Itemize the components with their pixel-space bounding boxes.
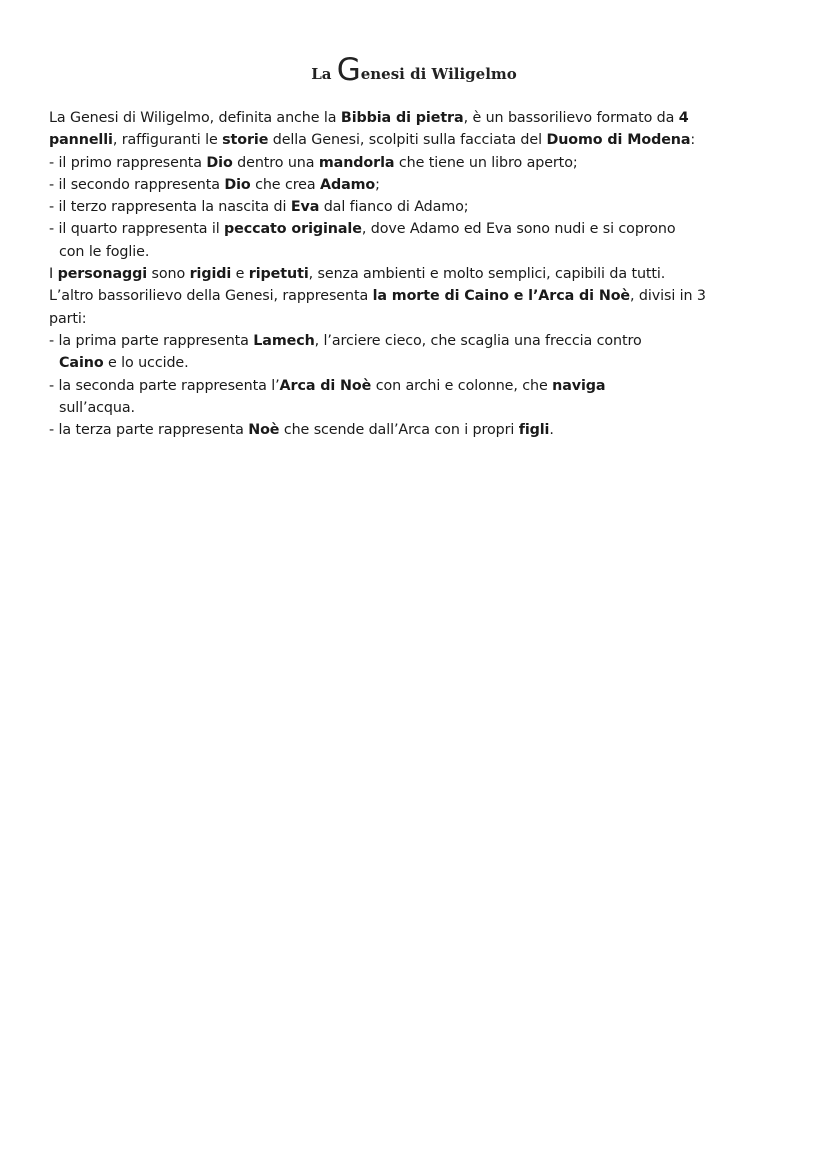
text-segment: - il secondo rappresenta bbox=[49, 176, 225, 193]
body-text bbox=[49, 107, 774, 441]
text-segment: , senza ambienti e molto semplici, capibili da tutti. bbox=[308, 266, 666, 283]
text-segment: - la seconda parte rappresenta l’ bbox=[49, 377, 280, 394]
title-rest: enesi di Wiligelmo bbox=[360, 65, 517, 83]
text-segment: sull’acqua. bbox=[59, 399, 135, 416]
text-segment: dentro una bbox=[232, 154, 319, 171]
text-segment: parti: bbox=[49, 310, 87, 327]
text-line bbox=[49, 174, 774, 196]
text-segment: : bbox=[690, 132, 696, 149]
text-segment: L’altro bassorilievo della Genesi, rappresenta bbox=[49, 288, 373, 305]
bold-text: Bibbia di pietra bbox=[340, 110, 464, 126]
bold-text: Arca di Noè bbox=[279, 377, 372, 394]
bold-text: pannelli bbox=[49, 132, 113, 149]
bold-text: personaggi bbox=[57, 266, 148, 283]
text-segment: - il terzo rappresenta la nascita di bbox=[49, 199, 291, 216]
text-segment: , l’arciere cieco, che scaglia una freccia contro bbox=[314, 332, 642, 349]
text-segment: che crea bbox=[250, 176, 320, 193]
text-line bbox=[49, 308, 774, 330]
bold-text: Lamech bbox=[253, 332, 315, 349]
bold-text: Caino bbox=[59, 355, 104, 372]
text-line bbox=[49, 419, 774, 441]
text-line bbox=[49, 285, 774, 307]
text-segment: sono bbox=[147, 266, 190, 283]
bold-text: Dio bbox=[206, 154, 233, 171]
text-segment: , divisi in 3 bbox=[630, 288, 706, 305]
bold-text: Duomo di Modena bbox=[546, 132, 691, 149]
text-line bbox=[49, 375, 774, 397]
text-line bbox=[49, 330, 774, 352]
bold-text: figli bbox=[518, 422, 550, 439]
bold-text: ripetuti bbox=[248, 266, 309, 283]
title-initial: G bbox=[336, 52, 361, 88]
text-segment: della Genesi, scolpiti sulla facciata del bbox=[268, 132, 547, 149]
bold-text: Dio bbox=[224, 176, 251, 193]
bold-text: peccato originale bbox=[224, 221, 362, 238]
title-prefix: La bbox=[311, 65, 337, 83]
text-line bbox=[49, 352, 774, 374]
bold-text: Eva bbox=[290, 199, 320, 216]
text-segment: con le foglie. bbox=[59, 243, 150, 260]
bold-text: Adamo bbox=[319, 176, 376, 193]
page-title bbox=[0, 52, 828, 88]
text-line bbox=[49, 241, 774, 263]
text-segment: - il quarto rappresenta il bbox=[49, 221, 225, 238]
text-segment: , dove Adamo ed Eva sono nudi e si coprono bbox=[361, 221, 676, 238]
text-line bbox=[49, 196, 774, 218]
text-segment: e lo uccide. bbox=[103, 355, 189, 372]
text-segment: La Genesi di Wiligelmo, definita anche la bbox=[49, 110, 341, 126]
text-line bbox=[49, 152, 774, 174]
text-segment: dal fianco di Adamo; bbox=[319, 199, 469, 216]
text-line bbox=[49, 107, 774, 129]
text-segment: con archi e colonne, che bbox=[371, 377, 553, 394]
text-segment: che scende dall’Arca con i propri bbox=[279, 422, 519, 439]
text-line bbox=[49, 218, 774, 240]
text-segment: ; bbox=[375, 176, 380, 193]
text-line bbox=[49, 129, 774, 151]
text-line bbox=[49, 397, 774, 419]
text-segment: - la terza parte rappresenta bbox=[49, 422, 249, 439]
text-segment: , raffiguranti le bbox=[112, 132, 223, 149]
bold-text: 4 bbox=[678, 110, 689, 126]
text-segment: - la prima parte rappresenta bbox=[49, 332, 254, 349]
bold-text: rigidi bbox=[189, 266, 232, 283]
bold-text: mandorla bbox=[318, 154, 395, 171]
bold-text: storie bbox=[222, 132, 269, 149]
text-segment: e bbox=[231, 266, 249, 283]
text-segment: I bbox=[49, 266, 58, 283]
text-segment: . bbox=[549, 422, 554, 439]
text-line bbox=[49, 263, 774, 285]
text-segment: , è un bassorilievo formato da bbox=[463, 110, 679, 126]
text-segment: - il primo rappresenta bbox=[49, 154, 207, 171]
bold-text: Noè bbox=[248, 422, 280, 439]
bold-text: la morte di Caino e l’Arca di Noè bbox=[372, 288, 631, 305]
text-segment: che tiene un libro aperto; bbox=[394, 154, 578, 171]
bold-text: naviga bbox=[552, 377, 606, 394]
